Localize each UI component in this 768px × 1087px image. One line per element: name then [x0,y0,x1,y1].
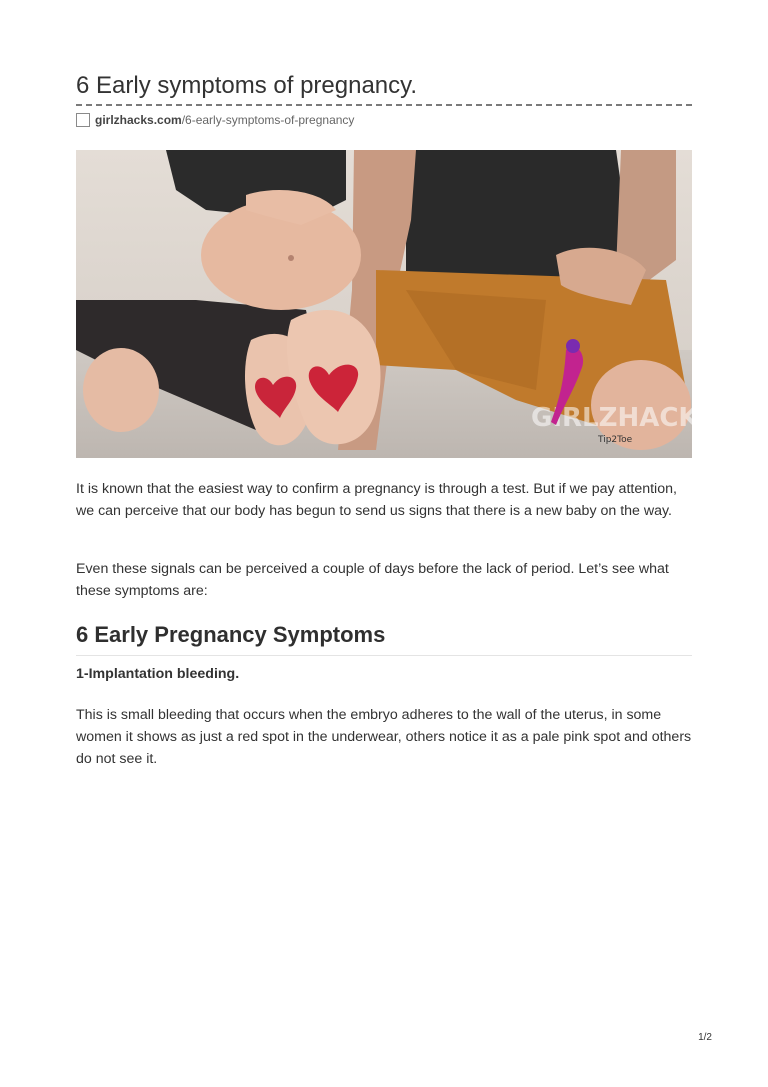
section-heading: 6 Early Pregnancy Symptoms [76,622,386,647]
hero-watermark: GIRLZHACKS [531,403,718,433]
source-path[interactable]: /6-early-symptoms-of-pregnancy [181,113,355,127]
source-line [76,111,354,129]
hero-watermark-sub: Tip2Toe [598,435,633,445]
intro-paragraph-2: Even these signals can be perceived a couple of days before the lack of period. Let’s see what these symptoms are: [76,561,669,599]
hero-image [76,150,718,458]
symptom-1-text: This is small bleeding that occurs when the embryo adheres to the wall of the uterus, in some women it shows as just a red spot in the underwear, others notice it as a pale pink spot and others do not see it. [76,707,692,767]
page-title: 6 Early symptoms of pregnancy. [76,72,418,99]
page-number: 1/2 [698,1032,712,1043]
title-divider [76,104,692,106]
source-domain[interactable]: girlzhacks.com [95,113,182,127]
favicon-icon [76,113,90,127]
symptom-1-heading: 1-Implantation bleeding. [76,666,240,682]
section-divider [76,655,692,656]
intro-paragraph-1: It is known that the easiest way to confirm a pregnancy is through a test. But if we pay attention, we can perceive that our body has begun to send us signs that there is a new baby on the way. [76,481,677,519]
